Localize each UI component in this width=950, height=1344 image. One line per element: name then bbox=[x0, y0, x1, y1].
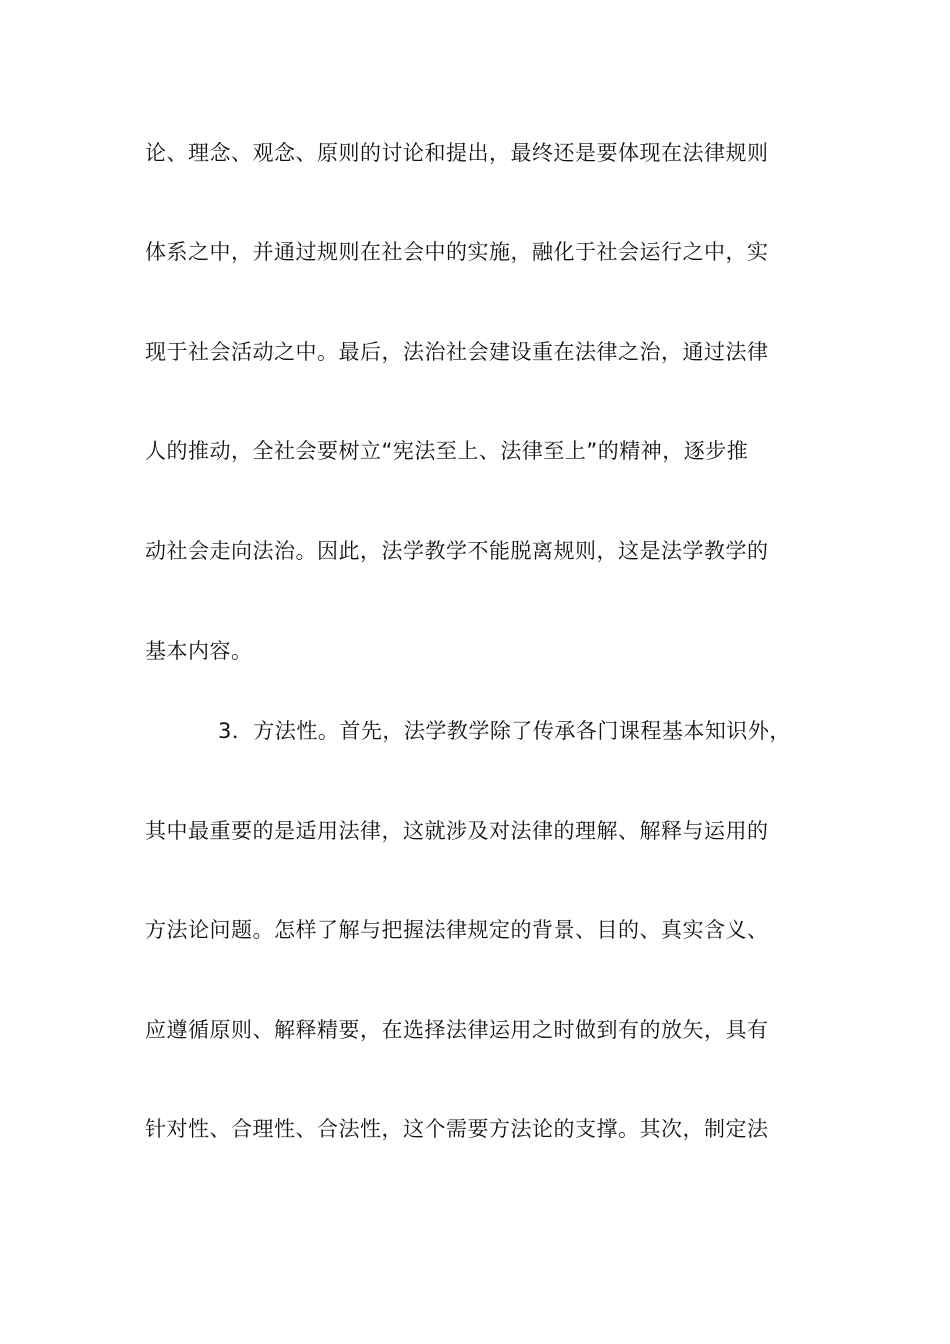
text-line: 人的推动，全社会要树立“宪法至上、法律至上”的精神，逐步推 bbox=[145, 439, 749, 463]
text-line: 基本内容。 bbox=[145, 639, 253, 663]
text-line: 现于社会活动之中。最后，法治社会建设重在法律之治，通过法律 bbox=[145, 340, 769, 364]
paragraph-first-line: 3．方法性。首先，法学教学除了传承各门课程基本知识外， bbox=[218, 719, 791, 743]
text-line: 方法论问题。怎样了解与把握法律规定的背景、目的、真实含义、 bbox=[145, 918, 769, 942]
text-line: 其中最重要的是适用法律，这就涉及对法律的理解、解释与运用的 bbox=[145, 819, 769, 843]
text-line: 论、理念、观念、原则的讨论和提出，最终还是要体现在法律规则 bbox=[145, 141, 769, 165]
text-line: 动社会走向法治。因此，法学教学不能脱离规则，这是法学教学的 bbox=[145, 539, 769, 563]
text-line: 体系之中，并通过规则在社会中的实施，融化于社会运行之中，实 bbox=[145, 240, 769, 264]
text-line: 应遵循原则、解释精要，在选择法律运用之时做到有的放矢，具有 bbox=[145, 1018, 769, 1042]
text-line: 针对性、合理性、合法性，这个需要方法论的支撑。其次，制定法 bbox=[145, 1117, 769, 1141]
